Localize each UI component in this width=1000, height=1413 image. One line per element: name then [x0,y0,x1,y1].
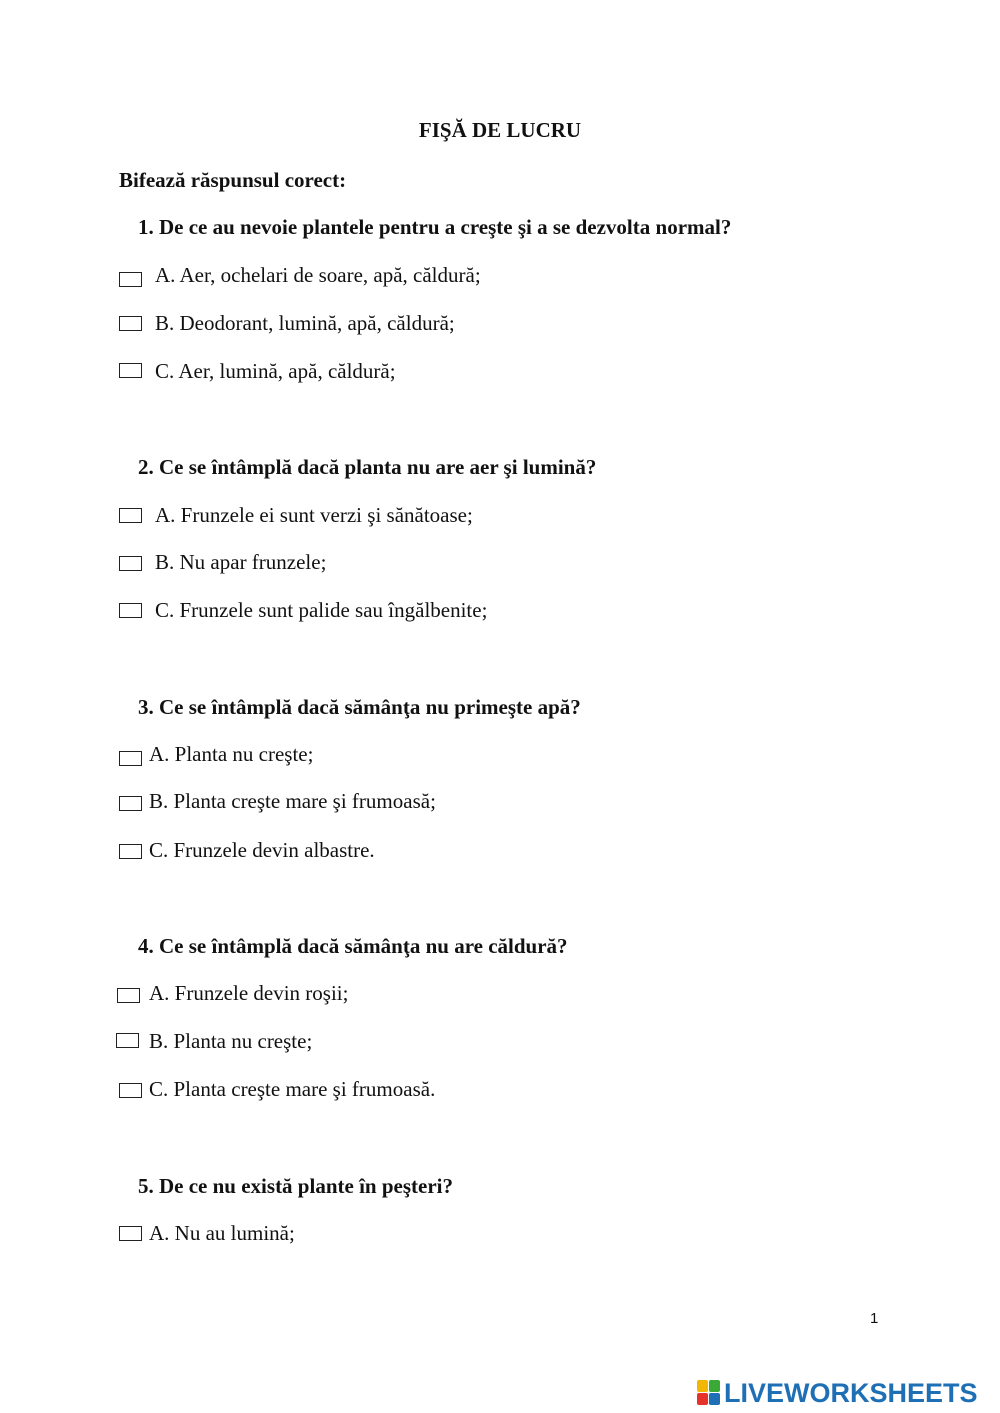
liveworksheets-logo [697,1376,978,1410]
checkbox-3b[interactable] [119,796,142,811]
checkbox-3c[interactable] [119,844,142,859]
option-2b: B. Nu apar frunzele; [155,550,327,574]
option-1b: B. Deodorant, lumină, apă, căldură; [155,311,455,335]
option-5a: A. Nu au lumină; [149,1221,295,1245]
option-4b: B. Planta nu creşte; [149,1029,313,1053]
checkbox-4c[interactable] [119,1083,142,1098]
option-3a: A. Planta nu creşte; [149,742,314,766]
question-1: 1. De ce au nevoie plantele pentru a creşte şi a se dezvolta normal? [138,215,732,239]
option-2a: A. Frunzele ei sunt verzi şi sănătoase; [155,503,473,527]
logo-text: LIVEWORKSHEETS [724,1377,978,1408]
option-3c: C. Frunzele devin albastre. [149,838,375,862]
question-4: 4. Ce se întâmplă dacă sămânţa nu are căldură? [138,934,568,958]
checkbox-1c[interactable] [119,363,142,378]
option-1c: C. Aer, lumină, apă, căldură; [155,359,396,383]
checkbox-2a[interactable] [119,508,142,523]
question-3: 3. Ce se întâmplă dacă sămânţa nu primeşte apă? [138,695,581,719]
option-1a: A. Aer, ochelari de soare, apă, căldură; [155,263,481,287]
option-3b: B. Planta creşte mare şi frumoasă; [149,789,436,813]
checkbox-3a[interactable] [119,751,142,766]
page-title: FIŞĂ DE LUCRU [418,118,582,142]
liveworksheets-logo-icon [697,1380,721,1406]
question-2: 2. Ce se întâmplă dacă planta nu are aer şi lumină? [138,455,597,479]
instruction: Bifează răspunsul corect: [119,168,347,192]
option-4c: C. Planta creşte mare şi frumoasă. [149,1077,436,1101]
checkbox-4b[interactable] [116,1033,139,1048]
checkbox-4a[interactable] [117,988,140,1003]
checkbox-2c[interactable] [119,603,142,618]
checkbox-2b[interactable] [119,556,142,571]
page-number: 1 [870,1310,879,1327]
checkbox-5a[interactable] [119,1226,142,1241]
checkbox-1b[interactable] [119,316,142,331]
option-4a: A. Frunzele devin roşii; [149,981,349,1005]
option-2c: C. Frunzele sunt palide sau îngălbenite; [155,598,488,622]
question-5: 5. De ce nu există plante în peşteri? [138,1174,453,1198]
checkbox-1a[interactable] [119,272,142,287]
